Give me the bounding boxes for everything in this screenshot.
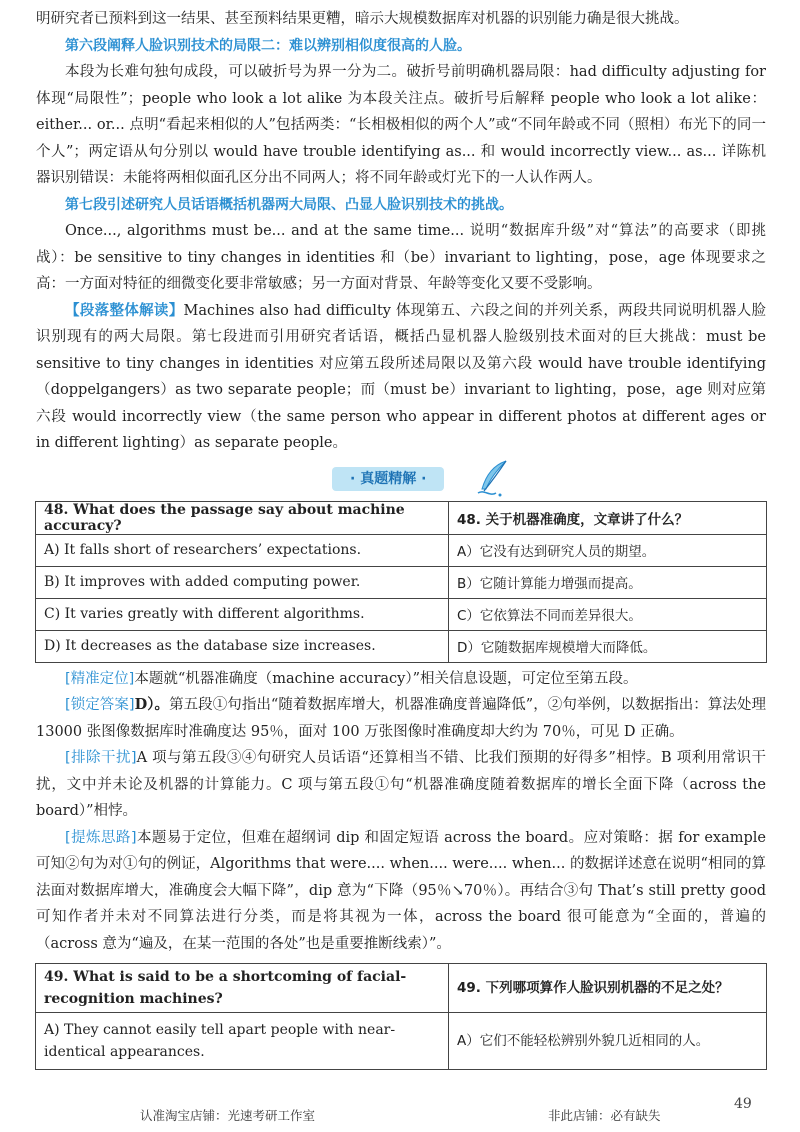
q48-option-b-en: B) It improves with added computing power. [36, 566, 449, 598]
overall-body: Machines also had difficulty 体现第五、六段之间的并列关系，两段共同说明机器人脸识别现有的两大局限。第七段进而引用研究者话语，概括凸显机器人脸级别技术面对的巨大挑战：must be sensitive to tiny changes in identities 对应第五段所述局限以及第六段 would have trouble identifying（doppelgangers）as two separate people；而（must be）invariant to lighting，pose，age 则对应第六段 would incorrectly view（the same person who appear in different photos at different ages or in different lighting）as separate people。 [36, 302, 767, 451]
question-49-table [35, 963, 767, 1070]
feather-pen-icon [476, 459, 512, 499]
analysis-think [36, 825, 766, 958]
analysis-exclude [36, 745, 766, 825]
locate-tag: [精准定位] [65, 670, 135, 687]
section6-body: 本段为长难句独句成段，可以破折号为界一分为二。破折号前明确机器局限：had difficulty adjusting for 体现“局限性”；people who look a lot alike 为本段关注点。破折号后解释 people who look a lot alike：either... or... 点明“看起来相似的人”包括两类：“长相极相似的两个人”或“不同年龄或不同（照相）布光下的同一个人”；两定语从句分别以 would have trouble identifying as... 和 would incorrectly view... as... 详陈机器识别错误：未能将两相似面孔区分出不同两人；将不同年龄或灯光下的一人认作两人。 [36, 64, 766, 186]
section7-body: Once..., algorithms must be... and at the same time... 说明“数据库升级”对“算法”的高要求（即挑战）：be sensitive to tiny changes in identities 和（be）invariant to lighting，pose，age 体现要求之高：一方面对特征的细微变化要非常敏感；另一方面对背景、年龄等变化又要不受影响。 [36, 223, 766, 292]
exclude-tag: [排除干扰] [65, 750, 137, 766]
q48-question-en: 48. What does the passage say about machine accuracy? [36, 501, 449, 534]
banner-label: · 真题精解 · [332, 467, 444, 491]
exclude-text: A 项与第五段③④句研究人员话语“还算相当不错、比我们预期的好得多”相悖。B 项利用常识干扰，文中并未论及机器的计算能力。C 项与第五段①句“机器准确度随着数据库的增长全面下降（across the board）”相悖。 [36, 750, 766, 819]
q48-option-d-en: D) It decreases as the database size increases. [36, 630, 449, 662]
q49-question-en: 49. What is said to be a shortcoming of facial-recognition machines? [36, 964, 449, 1013]
q49-question-zh: 49. 下列哪项算作人脸识别机器的不足之处？ [449, 964, 767, 1013]
page-footer [0, 1092, 800, 1122]
question-48-table [35, 501, 767, 663]
q49-option-a-zh: A）它们不能轻松辨别外貌几近相同的人。 [449, 1013, 767, 1070]
q48-option-a-en: A) It falls short of researchers’ expectations. [36, 534, 449, 566]
q48-option-c-zh: C）它依算法不同而差异很大。 [449, 598, 767, 630]
think-tag: [提炼思路] [65, 829, 137, 846]
page-number: 49 [734, 1096, 752, 1112]
analysis-locate [36, 666, 766, 693]
section-banner [36, 457, 766, 501]
overall-tag: 【段落整体解读】 [65, 302, 184, 319]
q48-option-d-zh: D）它随数据库规模增大而降低。 [449, 630, 767, 662]
q48-option-c-en: C) It varies greatly with different algorithms. [36, 598, 449, 630]
analysis-answer [36, 692, 766, 745]
think-text: 本题易于定位，但难在超纲词 dip 和固定短语 across the board。应对策略：据 for example 可知②句为对①句的例证，Algorithms that were.... when.... were.... when... 的数据详述意在说明“相同的算法面对数据库增大，准确度会大幅下降”，dip 意为“下降（95％↘70％）。再结合③句 That’s still pretty good 可知作者并未对不同算法进行分类，而是将其视为一体，across the board 很可能意为“全面的，普遍的（across 意为“遍及，在某一范围的各处”也是重要推断线索）”。 [36, 829, 766, 952]
answer-letter: D）。 [134, 696, 170, 713]
answer-tag: [锁定答案] [65, 697, 135, 713]
answer-text: 第五段①句指出“随着数据库增大，机器准确度普遍降低”，②句举例，以数据指出：算法处理 13000 张图像数据库时准确度达 95％，面对 100 万张图像时准确度却大约为 70％，可见 D 正确。 [36, 697, 766, 740]
q48-option-b-zh: B）它随计算能力增强而提高。 [449, 566, 767, 598]
q49-option-a-en: A) They cannot easily tell apart people with near-identical appearances. [36, 1013, 449, 1070]
q48-question-zh: 48. 关于机器准确度，文章讲了什么？ [449, 501, 767, 534]
page-content [36, 6, 766, 1070]
overall-paragraph [36, 298, 766, 457]
locate-text: 本题就“机器准确度（machine accuracy）”相关信息设题，可定位至第五段。 [134, 670, 638, 687]
footer-warning: 非此店铺：必有缺失 [548, 1108, 661, 1123]
footer-shop-notice: 认准淘宝店铺：光速考研工作室 [140, 1108, 316, 1123]
paragraph-top: 明研究者已预料到这一结果、甚至预料结果更糟，暗示大规模数据库对机器的识别能力确是很大挑战。 [36, 11, 689, 27]
section6-heading: 第六段阐释人脸识别技术的局限二：难以辨别相似度很高的人脸。 [65, 37, 471, 54]
section7-heading: 第七段引述研究人员话语概括机器两大局限、凸显人脸识别技术的挑战。 [65, 196, 513, 213]
q48-option-a-zh: A）它没有达到研究人员的期望。 [449, 534, 767, 566]
